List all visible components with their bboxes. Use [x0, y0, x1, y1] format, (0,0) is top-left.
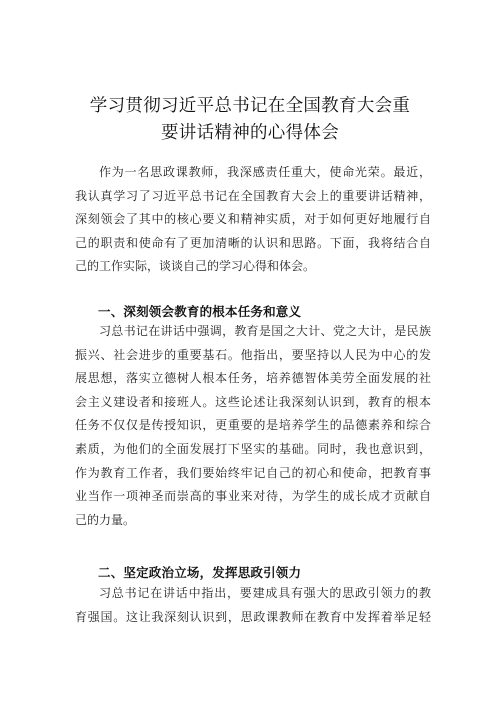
section-1-heading: 一、深刻领会教育的根本任务和意义: [98, 304, 302, 319]
paragraph-line: 己的工作实际，谈谈自己的学习心得和体会。: [75, 259, 316, 274]
section-1-paragraph: [75, 320, 431, 532]
paragraph-line: 我认真学习了习近平总书记在全国教育大会上的重要讲话精神，: [75, 188, 431, 203]
paragraph-line: 作为一名思政课教师，我深感责任重大，使命光荣。最近，: [99, 165, 431, 179]
paragraph-line: 深刻领会了其中的核心要义和精神实质，对于如何更好地履行自: [75, 212, 431, 227]
paragraph-line: 作为教育工作者，我们要始终牢记自己的初心和使命，把教育事: [75, 465, 431, 480]
paragraph-line: 习总书记在讲话中指出，要建成具有强大的思政引领力的教: [99, 586, 431, 600]
paragraph-line: 育强国。这让我深刻认识到，思政课教师在教育中发挥着举足轻: [75, 609, 431, 624]
paragraph-line: 展思想，落实立德树人根本任务，培养德智体美劳全面发展的社: [75, 371, 431, 386]
paragraph-line: 己的职责和使命有了更加清晰的认识和思路。下面，我将结合自: [75, 235, 431, 250]
paragraph-line: 会主义建设者和接班人。这些论述让我深刻认识到，教育的根本: [75, 394, 431, 409]
paragraph-line: 习总书记在讲话中强调，教育是国之大计、党之大计，是民族: [99, 324, 431, 338]
paragraph-line: 业当作一项神圣而崇高的事业来对待，为学生的成长成才贡献自: [75, 489, 431, 504]
paragraph-line: 己的力量。: [75, 512, 136, 527]
document-title-line-2: 要讲话精神的心得体会: [161, 123, 339, 143]
intro-paragraph: [75, 161, 431, 279]
section-2-paragraph: [75, 582, 431, 629]
paragraph-line: 素质，为他们的全面发展打下坚实的基础。同时，我也意识到，: [75, 441, 431, 456]
section-2-heading: 二、坚定政治立场，发挥思政引领力: [98, 565, 302, 580]
document-title-line-1: 学习贯彻习近平总书记在全国教育大会重: [89, 96, 411, 116]
paragraph-line: 振兴、社会进步的重要基石。他指出，要坚持以人民为中心的发: [75, 347, 431, 362]
paragraph-line: 任务不仅仅是传授知识，更重要的是培养学生的品德素养和综合: [75, 418, 431, 433]
